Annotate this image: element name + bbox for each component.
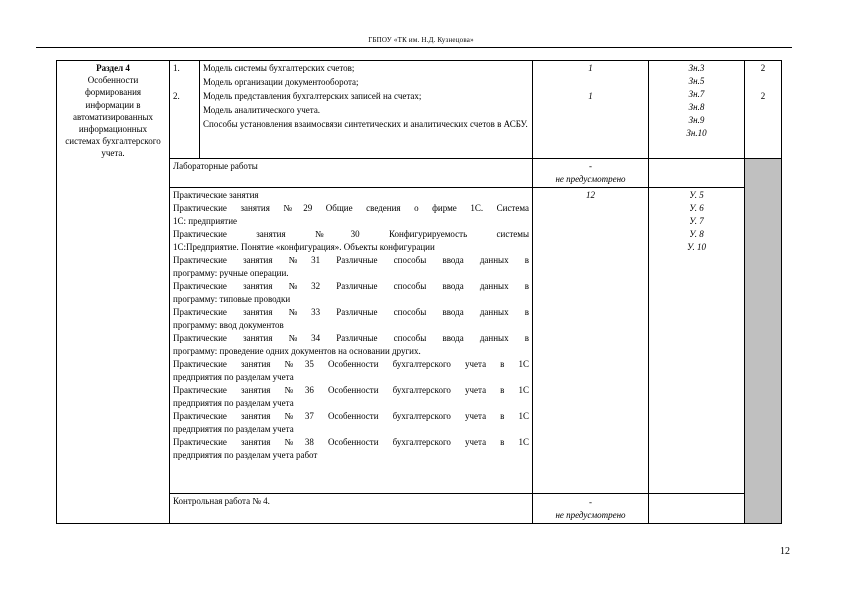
topic-number: [173, 76, 196, 90]
competency-code: Зн.10: [686, 128, 707, 138]
section-name-line: учета.: [101, 148, 125, 159]
section-name-line: информации в: [85, 99, 141, 110]
competency-code: У. 7: [689, 216, 704, 226]
practice-hours-cell: [533, 188, 649, 494]
practice-item: [173, 254, 529, 280]
practice-item: [173, 436, 529, 462]
lab-hours-cell: [533, 159, 649, 188]
practice-item-line: программу: ввод документов: [173, 320, 284, 330]
practice-item: [173, 280, 529, 306]
competency-code: У. 6: [689, 203, 704, 213]
practice-item: [173, 202, 529, 228]
competency-code: Зн.7: [688, 89, 705, 99]
control-hours-cell: [533, 494, 649, 524]
topic-text: Модель системы бухгалтерских счетов;: [203, 63, 355, 73]
practice-item-line: 1С:Предприятие. Понятие «конфигурация». Объекты конфигурации: [173, 242, 435, 252]
theory-level-cell: [745, 61, 782, 159]
lab-label: Лабораторные работы: [170, 159, 533, 188]
practice-item-line: предприятия по разделам учета работ: [173, 450, 318, 460]
hours-dash: -: [589, 161, 592, 171]
level-value: [748, 76, 778, 90]
practice-item-line: предприятия по разделам учета: [173, 372, 294, 382]
section-cell: [57, 61, 170, 524]
control-label: Контрольная работа № 4.: [170, 494, 533, 524]
hours-note: не предусмотрено: [555, 174, 626, 184]
practice-item: [173, 332, 529, 358]
practice-item-line: Практические занятия №38 Особенности бухгалтерского учета в 1С: [173, 437, 529, 447]
practice-item-line: предприятия по разделам учета: [173, 424, 294, 434]
practice-cell: [170, 188, 533, 494]
competency-code: Зн.3: [688, 63, 705, 73]
theory-competencies-cell: [649, 61, 745, 159]
topic-number: 2.: [173, 91, 180, 101]
section-title: Раздел 4: [96, 63, 130, 73]
gray-filled-cell: [745, 159, 782, 524]
practice-item-line: предприятия по разделам учета: [173, 398, 294, 408]
hours-dash: -: [589, 497, 592, 507]
practice-item-line: Практические занятия №29 Общие сведения о фирме 1С. Система: [173, 203, 529, 213]
lab-competencies-cell: [649, 159, 745, 188]
competency-code: У. 10: [687, 242, 706, 252]
practice-item: [173, 410, 529, 436]
competency-code: У. 5: [689, 190, 704, 200]
practice-item-line: программу: ручные операции.: [173, 268, 289, 278]
practice-item-line: Практические занятия №30 Конфигурируемость системы: [173, 229, 529, 239]
section-name-line: Особенности: [87, 75, 139, 86]
practice-item-line: программу: проведение одних документов на основании других.: [173, 346, 421, 356]
hours-value: 12: [586, 190, 595, 200]
page-header: ГБПОУ «ТК им. Н.Д. Кузнецова»: [368, 36, 474, 44]
topic-text: Модель представления бухгалтерских записей на счетах;: [203, 91, 422, 101]
control-competencies-cell: [649, 494, 745, 524]
competency-code: Зн.8: [688, 102, 705, 112]
theory-row: [57, 61, 782, 159]
hours-value: [536, 76, 645, 90]
level-value: 2: [760, 91, 766, 101]
competency-code: Зн.9: [688, 115, 705, 125]
practice-item-line: программу: типовые проводки: [173, 294, 291, 304]
practice-item-line: Практические занятия №34 Различные способы ввода данных в: [173, 333, 529, 343]
competency-code: Зн.5: [688, 76, 705, 86]
section-name-line: системах бухгалтерского: [65, 136, 161, 147]
practice-item-line: Практические занятия №36 Особенности бухгалтерского учета в 1С: [173, 385, 529, 395]
page-number: 12: [780, 546, 790, 557]
level-value: 2: [760, 63, 766, 73]
topic-text: Модель организации документооборота;: [203, 77, 359, 87]
section-name-line: информационных: [78, 124, 148, 135]
practice-item-line: Практические занятия №37 Особенности бухгалтерского учета в 1С: [173, 411, 529, 421]
practice-item-line: Практические занятия №33 Различные способы ввода данных в: [173, 307, 529, 317]
hours-value: 1: [588, 63, 593, 73]
practice-item: [173, 228, 529, 254]
practice-item-line: 1С: предприятие: [173, 216, 238, 226]
curriculum-table: [56, 60, 782, 524]
section-name-line: автоматизированных: [73, 111, 153, 122]
competency-code: У. 8: [689, 229, 704, 239]
practice-item: [173, 384, 529, 410]
practice-title: Практические занятия: [173, 190, 259, 200]
hours-note: не предусмотрено: [555, 510, 626, 520]
topic-number: 1.: [173, 63, 180, 73]
practice-item-line: Практические занятия №31 Различные способы ввода данных в: [173, 255, 529, 265]
practice-item: [173, 358, 529, 384]
topic-text: Способы установления взаимосвязи синтетических и аналитических счетов в АСБУ.: [203, 119, 528, 129]
topic-text: Модель аналитического учета.: [203, 105, 321, 115]
section-name-line: формирования: [84, 87, 142, 98]
hours-value: 1: [588, 91, 593, 101]
theory-topics-cell: [200, 61, 533, 159]
theory-numbers-cell: [170, 61, 200, 159]
theory-hours-cell: [533, 61, 649, 159]
header-rule: [36, 47, 792, 48]
practice-item-line: Практические занятия №32 Различные способы ввода данных в: [173, 281, 529, 291]
practice-item-line: Практические занятия №35 Особенности бухгалтерского учета в 1С: [173, 359, 529, 369]
practice-competencies-cell: [649, 188, 745, 494]
practice-item: [173, 306, 529, 332]
